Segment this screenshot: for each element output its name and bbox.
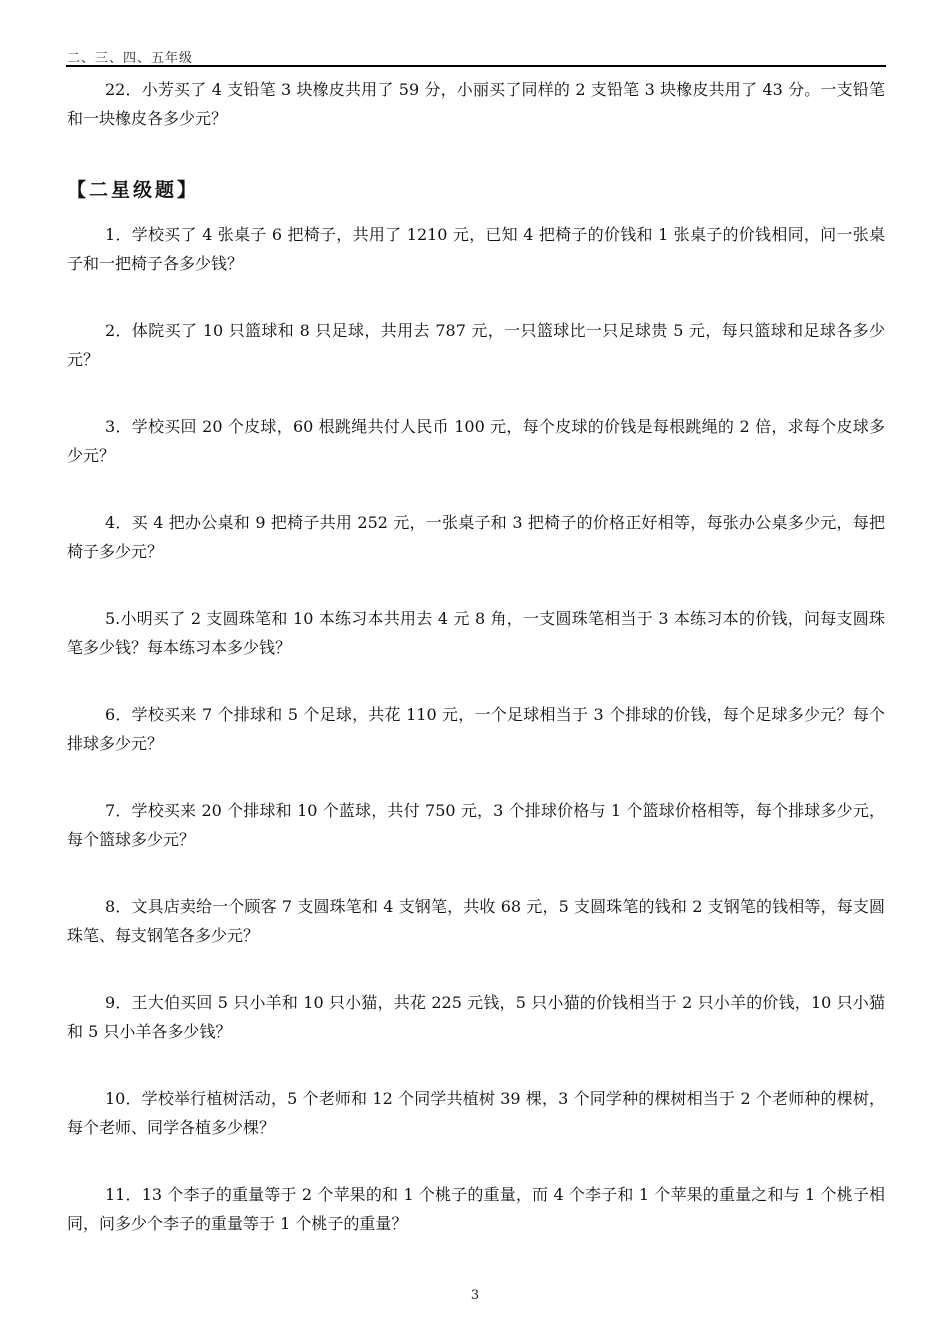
page-number: 3 [470,1288,480,1303]
problem-22: 22．小芳买了 4 支铅笔 3 块橡皮共用了 59 分，小丽买了同样的 2 支铅笔 3 块橡皮共用了 43 分。一支铅笔和一块橡皮各多少元？ [67,80,885,128]
document-header: 二、三、四、五年级 [67,51,194,66]
problem-2: 2．体院买了 10 只篮球和 8 只足球，共用去 787 元，一只篮球比一只足球贵 5 元，每只篮球和足球各多少元？ [67,321,885,369]
problem-1: 1．学校买了 4 张桌子 6 把椅子，共用了 1210 元，已知 4 把椅子的价钱和 1 张桌子的价钱相同，问一张桌子和一把椅子各多少钱？ [67,225,885,273]
problem-6: 6．学校买来 7 个排球和 5 个足球，共花 110 元，一个足球相当于 3 个排球的价钱，每个足球多少元？每个排球多少元？ [67,705,885,753]
problem-3: 3．学校买回 20 个皮球，60 根跳绳共付人民币 100 元，每个皮球的价钱是每根跳绳的 2 倍，求每个皮球多少元？ [67,417,885,465]
problem-4: 4．买 4 把办公桌和 9 把椅子共用 252 元，一张桌子和 3 把椅子的价格正好相等，每张办公桌多少元，每把椅子多少元？ [67,513,885,561]
problem-5: 5.小明买了 2 支圆珠笔和 10 本练习本共用去 4 元 8 角，一支圆珠笔相当于 3 本练习本的价钱，问每支圆珠笔多少钱？每本练习本多少钱？ [67,609,885,657]
problem-7: 7．学校买来 20 个排球和 10 个蓝球，共付 750 元，3 个排球价格与 1 个篮球价格相等，每个排球多少元，每个篮球多少元？ [67,801,885,849]
problem-10: 10．学校举行植树活动，5 个老师和 12 个同学共植树 39 棵，3 个同学种的棵树相当于 2 个老师种的棵树，每个老师、同学各植多少棵？ [67,1089,885,1137]
section-title: 【二星级题】 [67,179,200,201]
problem-11: 11．13 个李子的重量等于 2 个苹果的和 1 个桃子的重量，而 4 个李子和 1 个苹果的重量之和与 1 个桃子相同，问多少个李子的重量等于 1 个桃子的重量？ [67,1185,885,1233]
problem-9: 9．王大伯买回 5 只小羊和 10 只小猫，共花 225 元钱，5 只小猫的价钱相当于 2 只小羊的价钱，10 只小猫和 5 只小羊各多少钱？ [67,993,885,1041]
problem-8: 8．文具店卖给一个顾客 7 支圆珠笔和 4 支钢笔，共收 68 元，5 支圆珠笔的钱和 2 支钢笔的钱相等，每支圆珠笔、每支钢笔各多少元？ [67,897,885,945]
document-body [67,75,885,1238]
header-divider [66,65,886,67]
